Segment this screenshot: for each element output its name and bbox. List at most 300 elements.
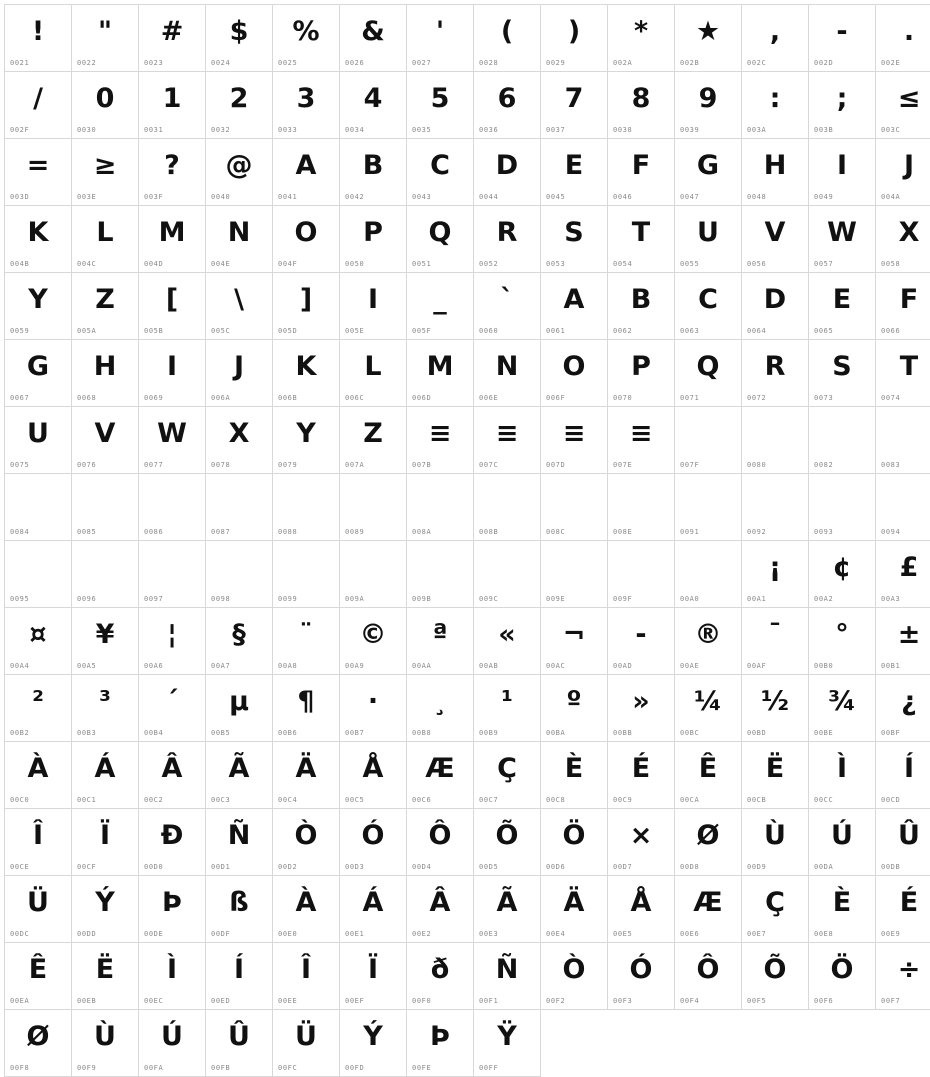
glyph-cell[interactable] <box>340 206 407 273</box>
glyph-codepoint: 00E4 <box>546 930 565 938</box>
glyph-preview: Æ <box>407 742 473 789</box>
glyph-cell[interactable] <box>139 809 206 876</box>
glyph-cell[interactable] <box>407 340 474 407</box>
glyph-cell[interactable] <box>5 1010 72 1077</box>
glyph-cell[interactable] <box>206 407 273 474</box>
glyph-row <box>5 273 930 340</box>
glyph-cell[interactable] <box>608 943 675 1010</box>
glyph-cell[interactable] <box>608 675 675 742</box>
glyph-codepoint: 0050 <box>345 260 364 268</box>
glyph-cell[interactable] <box>206 541 273 608</box>
glyph-cell[interactable] <box>608 5 675 72</box>
glyph-codepoint: 00AD <box>613 662 632 670</box>
glyph-cell[interactable] <box>675 608 742 675</box>
glyph-cell[interactable] <box>139 608 206 675</box>
glyph-cell[interactable] <box>675 139 742 206</box>
glyph-codepoint: 00FE <box>412 1064 431 1072</box>
glyph-cell[interactable] <box>139 72 206 139</box>
glyph-cell[interactable] <box>340 943 407 1010</box>
glyph-cell[interactable] <box>273 474 340 541</box>
glyph-cell[interactable] <box>876 876 930 943</box>
glyph-cell[interactable] <box>206 742 273 809</box>
glyph-preview: \ <box>206 273 272 320</box>
glyph-preview: Ì <box>139 943 205 990</box>
glyph-cell[interactable] <box>541 206 608 273</box>
glyph-cell[interactable] <box>273 608 340 675</box>
glyph-cell[interactable] <box>541 407 608 474</box>
glyph-cell[interactable] <box>809 876 876 943</box>
glyph-codepoint: 009F <box>613 595 632 603</box>
glyph-cell[interactable] <box>340 340 407 407</box>
glyph-cell[interactable] <box>809 675 876 742</box>
glyph-codepoint: 00C6 <box>412 796 431 804</box>
glyph-cell[interactable] <box>675 72 742 139</box>
glyph-cell[interactable] <box>608 742 675 809</box>
glyph-cell[interactable] <box>608 541 675 608</box>
glyph-cell[interactable] <box>407 407 474 474</box>
glyph-cell[interactable] <box>608 876 675 943</box>
glyph-cell[interactable] <box>72 876 139 943</box>
glyph-codepoint: 00B9 <box>479 729 498 737</box>
glyph-codepoint: 007F <box>680 461 699 469</box>
glyph-cell[interactable] <box>407 206 474 273</box>
glyph-codepoint: 005C <box>211 327 230 335</box>
glyph-cell[interactable] <box>876 742 930 809</box>
glyph-cell[interactable] <box>675 474 742 541</box>
glyph-cell[interactable] <box>608 608 675 675</box>
glyph-cell[interactable] <box>206 139 273 206</box>
glyph-cell[interactable] <box>206 340 273 407</box>
glyph-cell[interactable] <box>742 340 809 407</box>
glyph-cell[interactable] <box>340 876 407 943</box>
glyph-preview: ¹ <box>474 675 540 722</box>
glyph-codepoint: 00E6 <box>680 930 699 938</box>
glyph-cell[interactable] <box>5 72 72 139</box>
glyph-cell[interactable] <box>675 943 742 1010</box>
glyph-preview: ® <box>675 608 741 655</box>
glyph-cell[interactable] <box>206 675 273 742</box>
glyph-row <box>5 742 930 809</box>
glyph-cell[interactable] <box>206 5 273 72</box>
glyph-cell[interactable] <box>5 809 72 876</box>
glyph-codepoint: 00A9 <box>345 662 364 670</box>
glyph-cell[interactable] <box>5 340 72 407</box>
glyph-codepoint: 007B <box>412 461 431 469</box>
glyph-cell[interactable] <box>742 72 809 139</box>
glyph-codepoint: 006D <box>412 394 431 402</box>
glyph-cell[interactable] <box>541 474 608 541</box>
glyph-codepoint: 002B <box>680 59 699 67</box>
glyph-cell[interactable] <box>206 273 273 340</box>
glyph-cell[interactable] <box>742 206 809 273</box>
glyph-cell[interactable] <box>72 1010 139 1077</box>
glyph-table-body <box>5 5 930 1077</box>
glyph-cell[interactable] <box>809 5 876 72</box>
glyph-codepoint: 0098 <box>211 595 230 603</box>
glyph-cell[interactable] <box>139 273 206 340</box>
glyph-cell[interactable] <box>407 1010 474 1077</box>
glyph-codepoint: 0088 <box>278 528 297 536</box>
glyph-cell[interactable] <box>675 876 742 943</box>
glyph-cell[interactable] <box>72 273 139 340</box>
glyph-cell[interactable] <box>340 675 407 742</box>
glyph-cell[interactable] <box>273 206 340 273</box>
glyph-cell[interactable] <box>474 1010 541 1077</box>
glyph-cell[interactable] <box>5 608 72 675</box>
glyph-cell[interactable] <box>273 675 340 742</box>
glyph-codepoint: 003D <box>10 193 29 201</box>
glyph-cell[interactable] <box>809 206 876 273</box>
glyph-cell[interactable] <box>809 273 876 340</box>
glyph-cell[interactable] <box>407 943 474 1010</box>
glyph-codepoint: 00DC <box>10 930 29 938</box>
glyph-cell[interactable] <box>742 273 809 340</box>
glyph-cell[interactable] <box>139 943 206 1010</box>
glyph-cell[interactable] <box>72 474 139 541</box>
glyph-codepoint: 0097 <box>144 595 163 603</box>
glyph-codepoint: 00C5 <box>345 796 364 804</box>
glyph-codepoint: 00DB <box>881 863 900 871</box>
glyph-cell[interactable] <box>139 407 206 474</box>
glyph-cell[interactable] <box>876 407 930 474</box>
glyph-cell[interactable] <box>407 608 474 675</box>
glyph-cell[interactable] <box>541 5 608 72</box>
glyph-cell[interactable] <box>876 72 930 139</box>
glyph-preview: $ <box>206 5 272 52</box>
glyph-cell[interactable] <box>206 1010 273 1077</box>
glyph-cell[interactable] <box>675 407 742 474</box>
glyph-cell[interactable] <box>407 273 474 340</box>
glyph-codepoint: 00FC <box>278 1064 297 1072</box>
glyph-cell[interactable] <box>675 541 742 608</box>
glyph-cell[interactable] <box>407 72 474 139</box>
glyph-cell[interactable] <box>876 5 930 72</box>
glyph-preview: É <box>876 876 930 923</box>
glyph-cell[interactable] <box>139 474 206 541</box>
glyph-codepoint: 0041 <box>278 193 297 201</box>
glyph-preview: Ü <box>5 876 71 923</box>
glyph-cell[interactable] <box>541 273 608 340</box>
glyph-codepoint: 00E0 <box>278 930 297 938</box>
glyph-preview: ° <box>809 608 875 655</box>
glyph-codepoint: 002A <box>613 59 632 67</box>
glyph-cell[interactable] <box>407 474 474 541</box>
glyph-cell[interactable] <box>139 1010 206 1077</box>
glyph-cell[interactable] <box>474 809 541 876</box>
glyph-codepoint: 007C <box>479 461 498 469</box>
glyph-cell[interactable] <box>273 5 340 72</box>
glyph-cell[interactable] <box>742 742 809 809</box>
glyph-cell[interactable] <box>876 474 930 541</box>
glyph-cell[interactable] <box>541 943 608 1010</box>
glyph-cell[interactable] <box>72 340 139 407</box>
glyph-cell[interactable] <box>5 541 72 608</box>
glyph-cell[interactable] <box>206 809 273 876</box>
glyph-cell[interactable] <box>5 675 72 742</box>
glyph-codepoint: 00E2 <box>412 930 431 938</box>
glyph-cell[interactable] <box>5 876 72 943</box>
glyph-cell[interactable] <box>608 206 675 273</box>
glyph-cell[interactable] <box>474 273 541 340</box>
glyph-cell[interactable] <box>72 139 139 206</box>
glyph-cell[interactable] <box>474 407 541 474</box>
glyph-cell[interactable] <box>742 943 809 1010</box>
glyph-cell[interactable] <box>340 5 407 72</box>
glyph-cell[interactable] <box>675 742 742 809</box>
glyph-cell[interactable] <box>541 340 608 407</box>
glyph-cell[interactable] <box>876 809 930 876</box>
glyph-preview: ★ <box>675 5 741 52</box>
glyph-codepoint: 008C <box>546 528 565 536</box>
glyph-cell[interactable] <box>273 340 340 407</box>
glyph-cell[interactable] <box>876 206 930 273</box>
glyph-codepoint: 0093 <box>814 528 833 536</box>
glyph-preview: ¾ <box>809 675 875 722</box>
glyph-cell[interactable] <box>742 675 809 742</box>
glyph-codepoint: 00D4 <box>412 863 431 871</box>
glyph-cell[interactable] <box>5 5 72 72</box>
glyph-preview: « <box>474 608 540 655</box>
glyph-codepoint: 00E1 <box>345 930 364 938</box>
glyph-cell[interactable] <box>675 5 742 72</box>
glyph-cell[interactable] <box>5 206 72 273</box>
glyph-cell[interactable] <box>407 5 474 72</box>
glyph-cell[interactable] <box>273 943 340 1010</box>
glyph-cell[interactable] <box>742 407 809 474</box>
glyph-cell[interactable] <box>541 876 608 943</box>
glyph-cell[interactable] <box>809 742 876 809</box>
glyph-cell[interactable] <box>608 139 675 206</box>
glyph-cell[interactable] <box>675 340 742 407</box>
glyph-cell-blank <box>809 1010 876 1077</box>
glyph-cell[interactable] <box>742 809 809 876</box>
glyph-cell[interactable] <box>72 742 139 809</box>
glyph-cell[interactable] <box>72 206 139 273</box>
glyph-cell[interactable] <box>206 943 273 1010</box>
glyph-cell[interactable] <box>273 273 340 340</box>
glyph-codepoint: 00F3 <box>613 997 632 1005</box>
glyph-cell[interactable] <box>139 675 206 742</box>
glyph-preview: ¬ <box>541 608 607 655</box>
glyph-codepoint: 0069 <box>144 394 163 402</box>
glyph-cell[interactable] <box>72 5 139 72</box>
glyph-preview: U <box>5 407 71 454</box>
glyph-codepoint: 00D9 <box>747 863 766 871</box>
glyph-cell[interactable] <box>675 675 742 742</box>
glyph-cell[interactable] <box>407 541 474 608</box>
glyph-cell[interactable] <box>809 809 876 876</box>
glyph-cell[interactable] <box>273 139 340 206</box>
glyph-cell[interactable] <box>474 541 541 608</box>
glyph-cell[interactable] <box>809 943 876 1010</box>
glyph-cell[interactable] <box>340 541 407 608</box>
glyph-cell[interactable] <box>72 943 139 1010</box>
glyph-cell[interactable] <box>340 273 407 340</box>
glyph-codepoint: 004D <box>144 260 163 268</box>
glyph-cell[interactable] <box>407 675 474 742</box>
glyph-cell[interactable] <box>474 206 541 273</box>
glyph-cell[interactable] <box>809 407 876 474</box>
glyph-cell[interactable] <box>72 608 139 675</box>
glyph-cell[interactable] <box>675 273 742 340</box>
glyph-preview: ! <box>5 5 71 52</box>
glyph-cell[interactable] <box>675 809 742 876</box>
glyph-codepoint: 002E <box>881 59 900 67</box>
glyph-cell[interactable] <box>407 139 474 206</box>
glyph-cell[interactable] <box>139 541 206 608</box>
glyph-cell[interactable] <box>340 474 407 541</box>
glyph-cell[interactable] <box>340 608 407 675</box>
glyph-cell[interactable] <box>139 340 206 407</box>
glyph-cell[interactable] <box>273 541 340 608</box>
glyph-preview: N <box>206 206 272 253</box>
glyph-cell[interactable] <box>742 139 809 206</box>
glyph-preview: Ê <box>5 943 71 990</box>
glyph-cell[interactable] <box>474 675 541 742</box>
glyph-cell[interactable] <box>407 809 474 876</box>
glyph-cell[interactable] <box>206 876 273 943</box>
glyph-preview: F <box>608 139 674 186</box>
glyph-cell[interactable] <box>273 809 340 876</box>
glyph-cell[interactable] <box>72 809 139 876</box>
glyph-cell[interactable] <box>876 273 930 340</box>
glyph-cell[interactable] <box>5 742 72 809</box>
glyph-cell[interactable] <box>72 541 139 608</box>
glyph-cell[interactable] <box>742 474 809 541</box>
glyph-cell[interactable] <box>5 407 72 474</box>
glyph-cell[interactable] <box>474 5 541 72</box>
glyph-cell[interactable] <box>340 72 407 139</box>
glyph-row <box>5 206 930 273</box>
glyph-preview: ¿ <box>876 675 930 722</box>
glyph-cell[interactable] <box>608 273 675 340</box>
glyph-cell[interactable] <box>5 273 72 340</box>
glyph-cell[interactable] <box>876 943 930 1010</box>
glyph-cell[interactable] <box>742 5 809 72</box>
glyph-cell[interactable] <box>541 72 608 139</box>
glyph-cell[interactable] <box>474 943 541 1010</box>
glyph-cell[interactable] <box>809 608 876 675</box>
glyph-cell[interactable] <box>474 608 541 675</box>
glyph-preview: ¢ <box>809 541 875 588</box>
glyph-cell[interactable] <box>809 541 876 608</box>
glyph-cell[interactable] <box>139 742 206 809</box>
glyph-cell[interactable] <box>742 608 809 675</box>
glyph-cell[interactable] <box>608 407 675 474</box>
glyph-cell[interactable] <box>72 72 139 139</box>
glyph-cell[interactable] <box>340 407 407 474</box>
glyph-cell[interactable] <box>675 206 742 273</box>
glyph-cell[interactable] <box>541 139 608 206</box>
glyph-codepoint: 00C7 <box>479 796 498 804</box>
glyph-preview: Ö <box>541 809 607 856</box>
glyph-cell[interactable] <box>608 809 675 876</box>
glyph-cell[interactable] <box>139 139 206 206</box>
glyph-cell[interactable] <box>541 675 608 742</box>
glyph-cell[interactable] <box>139 5 206 72</box>
glyph-cell[interactable] <box>474 340 541 407</box>
glyph-cell[interactable] <box>206 474 273 541</box>
glyph-cell[interactable] <box>474 876 541 943</box>
glyph-cell[interactable] <box>474 72 541 139</box>
glyph-preview: º <box>541 675 607 722</box>
glyph-cell[interactable] <box>474 139 541 206</box>
glyph-codepoint: 00B8 <box>412 729 431 737</box>
glyph-cell[interactable] <box>5 943 72 1010</box>
glyph-codepoint: 003E <box>77 193 96 201</box>
glyph-codepoint: 0096 <box>77 595 96 603</box>
glyph-preview: ð <box>407 943 473 990</box>
glyph-codepoint: 0083 <box>881 461 900 469</box>
glyph-cell[interactable] <box>139 206 206 273</box>
glyph-cell[interactable] <box>876 340 930 407</box>
glyph-codepoint: 0054 <box>613 260 632 268</box>
glyph-preview: Â <box>139 742 205 789</box>
glyph-cell[interactable] <box>742 876 809 943</box>
glyph-cell[interactable] <box>340 809 407 876</box>
glyph-cell[interactable] <box>876 541 930 608</box>
glyph-cell[interactable] <box>474 474 541 541</box>
glyph-cell[interactable] <box>742 541 809 608</box>
glyph-cell[interactable] <box>407 876 474 943</box>
glyph-cell[interactable] <box>273 407 340 474</box>
glyph-cell[interactable] <box>876 139 930 206</box>
glyph-codepoint: 0059 <box>10 327 29 335</box>
glyph-cell[interactable] <box>541 608 608 675</box>
glyph-cell[interactable] <box>809 474 876 541</box>
glyph-cell[interactable] <box>5 139 72 206</box>
glyph-codepoint: 00FD <box>345 1064 364 1072</box>
glyph-cell[interactable] <box>206 608 273 675</box>
glyph-cell-blank <box>675 1010 742 1077</box>
glyph-cell[interactable] <box>541 809 608 876</box>
glyph-cell[interactable] <box>876 608 930 675</box>
glyph-preview: M <box>139 206 205 253</box>
glyph-preview: X <box>206 407 272 454</box>
glyph-cell[interactable] <box>608 474 675 541</box>
glyph-cell[interactable] <box>340 139 407 206</box>
glyph-cell[interactable] <box>809 340 876 407</box>
glyph-cell[interactable] <box>5 474 72 541</box>
glyph-codepoint: 004F <box>278 260 297 268</box>
glyph-cell[interactable] <box>541 742 608 809</box>
glyph-cell[interactable] <box>474 742 541 809</box>
glyph-preview: Â <box>407 876 473 923</box>
glyph-preview: Ä <box>273 742 339 789</box>
glyph-cell[interactable] <box>273 742 340 809</box>
glyph-cell[interactable] <box>876 675 930 742</box>
glyph-cell[interactable] <box>273 1010 340 1077</box>
glyph-cell[interactable] <box>206 206 273 273</box>
glyph-cell[interactable] <box>541 541 608 608</box>
glyph-cell[interactable] <box>139 876 206 943</box>
glyph-cell[interactable] <box>608 72 675 139</box>
glyph-cell[interactable] <box>407 742 474 809</box>
glyph-cell[interactable] <box>608 340 675 407</box>
glyph-cell[interactable] <box>340 742 407 809</box>
glyph-cell[interactable] <box>206 72 273 139</box>
glyph-cell[interactable] <box>273 876 340 943</box>
glyph-cell[interactable] <box>340 1010 407 1077</box>
glyph-cell[interactable] <box>273 72 340 139</box>
glyph-cell[interactable] <box>72 407 139 474</box>
glyph-preview: ÷ <box>876 943 930 990</box>
glyph-codepoint: 0034 <box>345 126 364 134</box>
glyph-cell[interactable] <box>809 72 876 139</box>
glyph-codepoint: 0030 <box>77 126 96 134</box>
glyph-cell[interactable] <box>809 139 876 206</box>
glyph-cell[interactable] <box>72 675 139 742</box>
